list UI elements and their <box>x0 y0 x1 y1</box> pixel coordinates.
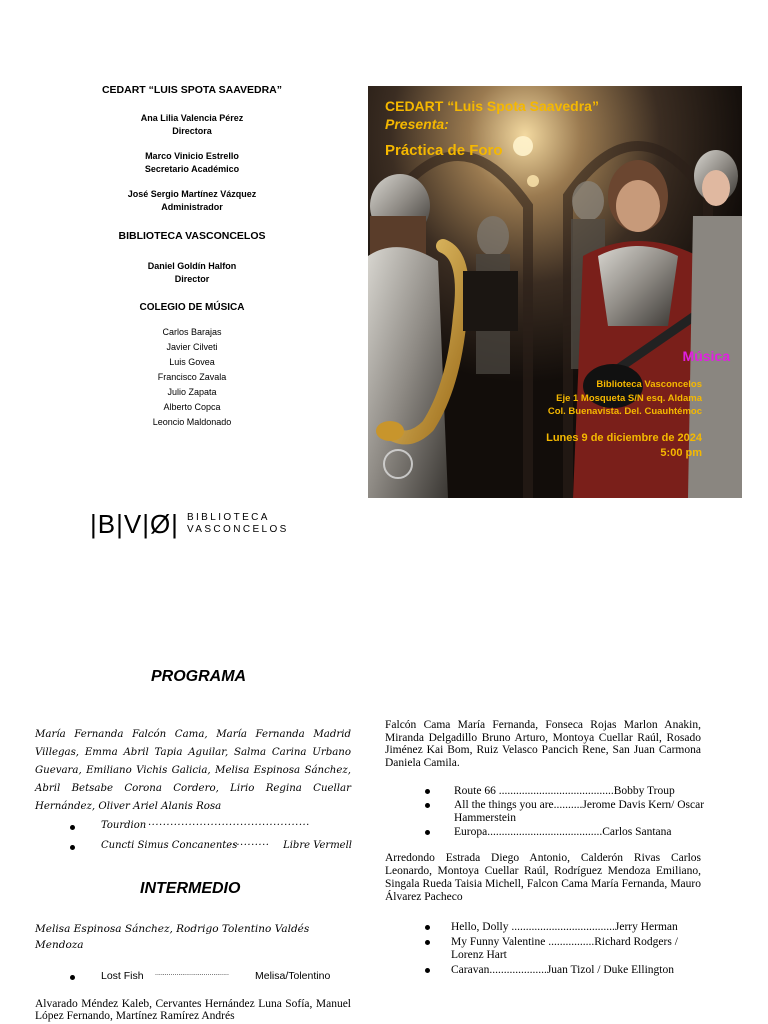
song-line: Route 66 ........................................Bobby Troup <box>454 785 675 797</box>
song-composer: Melisa/Tolentino <box>255 970 331 982</box>
song-item <box>425 936 705 962</box>
song-item <box>425 964 705 977</box>
faculty-member: Julio Zapata <box>167 387 217 397</box>
song-line: All the things you are..........Jerome Davis Kern/ Oscar Hammerstein <box>454 799 705 824</box>
song-leader: ··········· <box>229 840 270 851</box>
group2-songs <box>70 970 352 988</box>
faculty-member: Alberto Copca <box>163 402 221 412</box>
bullet-icon <box>70 825 75 830</box>
poster-time: 5:00 pm <box>660 447 702 459</box>
song-leader: ············································ <box>148 820 310 831</box>
faculty-member: Carlos Barajas <box>162 327 222 337</box>
song-item <box>70 840 352 860</box>
poster-venue3: Col. Buenavista. Del. Cuauhtémoc <box>547 406 702 417</box>
song-title: Tourdion <box>101 820 147 831</box>
group1-performers: María Fernanda Falcón Cama, María Fernanda Madrid Villegas, Emma Abril Tapia Aguilar, Salma Carina Urbano Guevara, Emiliano Vichis Galicia, Melisa Espinosa Sánchez, Abril Betsabe Corona Cordero, Lirio Regina Cuellar Hernández, Oliver Ariel Alanis Rosa <box>35 729 351 812</box>
poster-genre: Música <box>682 348 730 364</box>
institution-heading: CEDART “LUIS SPOTA SAAVEDRA” <box>101 84 283 96</box>
song-item <box>425 921 705 934</box>
group1-songs <box>70 820 352 860</box>
secretary-name: Marco Vinicio Estrello <box>145 151 239 161</box>
song-item <box>70 820 352 840</box>
bullet-icon <box>70 845 75 850</box>
bullet-icon <box>425 789 430 794</box>
song-item <box>70 970 352 988</box>
program-title: PROGRAMA <box>151 668 247 685</box>
event-poster <box>368 86 742 498</box>
song-composer: Libre Vermell <box>283 840 352 851</box>
faculty-member: Luis Govea <box>169 357 215 367</box>
song-title: Lost Fish <box>101 970 144 982</box>
group3-performers: Alvarado Méndez Kaleb, Cervantes Hernández Luna Sofía, Manuel López Fernando, Martínez Ramírez Andrés <box>35 998 351 1022</box>
song-item <box>425 785 705 798</box>
admin-name: José Sergio Martínez Vázquez <box>127 189 257 199</box>
group4-songs <box>425 785 705 839</box>
bullet-icon <box>425 803 430 808</box>
group5-performers: Arredondo Estrada Diego Antonio, Calderón Rivas Carlos Leonardo, Montoya Cuellar Raúl, Rodríguez Mendoza Emiliano, Singala Rueda Taisia Michell, Falcon Cama María Fernanda, Mauro Álvarez Pacheco <box>385 852 701 903</box>
poster-venue1: Biblioteca Vasconcelos <box>596 379 702 390</box>
poster-line1: CEDART “Luis Spota Saavedra” <box>385 98 599 114</box>
poster-venue2: Eje 1 Mosqueta S/N esq. Aldama <box>556 393 702 404</box>
library-director-name: Daniel Goldín Halfon <box>147 261 237 271</box>
director-title: Directora <box>172 126 212 136</box>
bullet-icon <box>425 940 430 945</box>
intermission-title: INTERMEDIO <box>140 880 241 897</box>
faculty-member: Leoncio Maldonado <box>152 417 232 427</box>
bullet-icon <box>425 925 430 930</box>
song-line: Hello, Dolly ....................................Jerry Herman <box>451 921 678 933</box>
biblioteca-vasconcelos-logo <box>90 509 289 539</box>
bullet-icon <box>425 830 430 835</box>
group4-performers: Falcón Cama María Fernanda, Fonseca Rojas Marlon Anakin, Miranda Delgadillo Bruno Arturo, Montoya Cuellar Raúl, Rosado Jiménez Kai Bom, Ruiz Velasco Pancich Rene, San Juan Carmona Daniela Camila. <box>385 719 701 769</box>
credits-column <box>80 84 304 430</box>
poster-date: Lunes 9 de diciembre de 2024 <box>546 432 702 444</box>
group5-songs <box>425 921 705 977</box>
bullet-icon <box>70 975 75 980</box>
song-item <box>425 826 705 839</box>
faculty-member: Francisco Zavala <box>157 372 227 382</box>
college-heading: COLEGIO DE MÚSICA <box>139 302 245 313</box>
song-line: Caravan....................Juan Tizol / Duke Ellington <box>451 964 674 976</box>
faculty-member: Javier Cilveti <box>166 342 218 352</box>
library-director-title: Director <box>174 274 210 284</box>
secretary-title: Secretario Académico <box>144 164 240 174</box>
logo-word-1: BIBLIOTECA <box>186 512 270 523</box>
bullet-icon <box>425 968 430 973</box>
admin-title: Administrador <box>161 202 223 212</box>
group2-performers: Melisa Espinosa Sánchez, Rodrigo Tolentino Valdés Mendoza <box>35 923 310 951</box>
song-title: Cuncti Simus Concanentes <box>101 840 238 851</box>
poster-title: Práctica de Foro <box>385 142 503 159</box>
director-name: Ana Lilia Valencia Pérez <box>140 113 244 123</box>
song-line: Europa........................................Carlos Santana <box>454 826 672 838</box>
song-item <box>425 799 705 825</box>
poster-line2: Presenta: <box>385 116 449 132</box>
song-line: My Funny Valentine ................Richard Rodgers / Lorenz Hart <box>451 936 678 961</box>
logo-mark: |B|V|Ø| <box>90 508 179 539</box>
logo-word-2: VASCONCELOS <box>186 524 289 535</box>
library-heading: BIBLIOTECA VASCONCELOS <box>118 230 266 242</box>
song-leader: ...................................... <box>155 970 229 977</box>
